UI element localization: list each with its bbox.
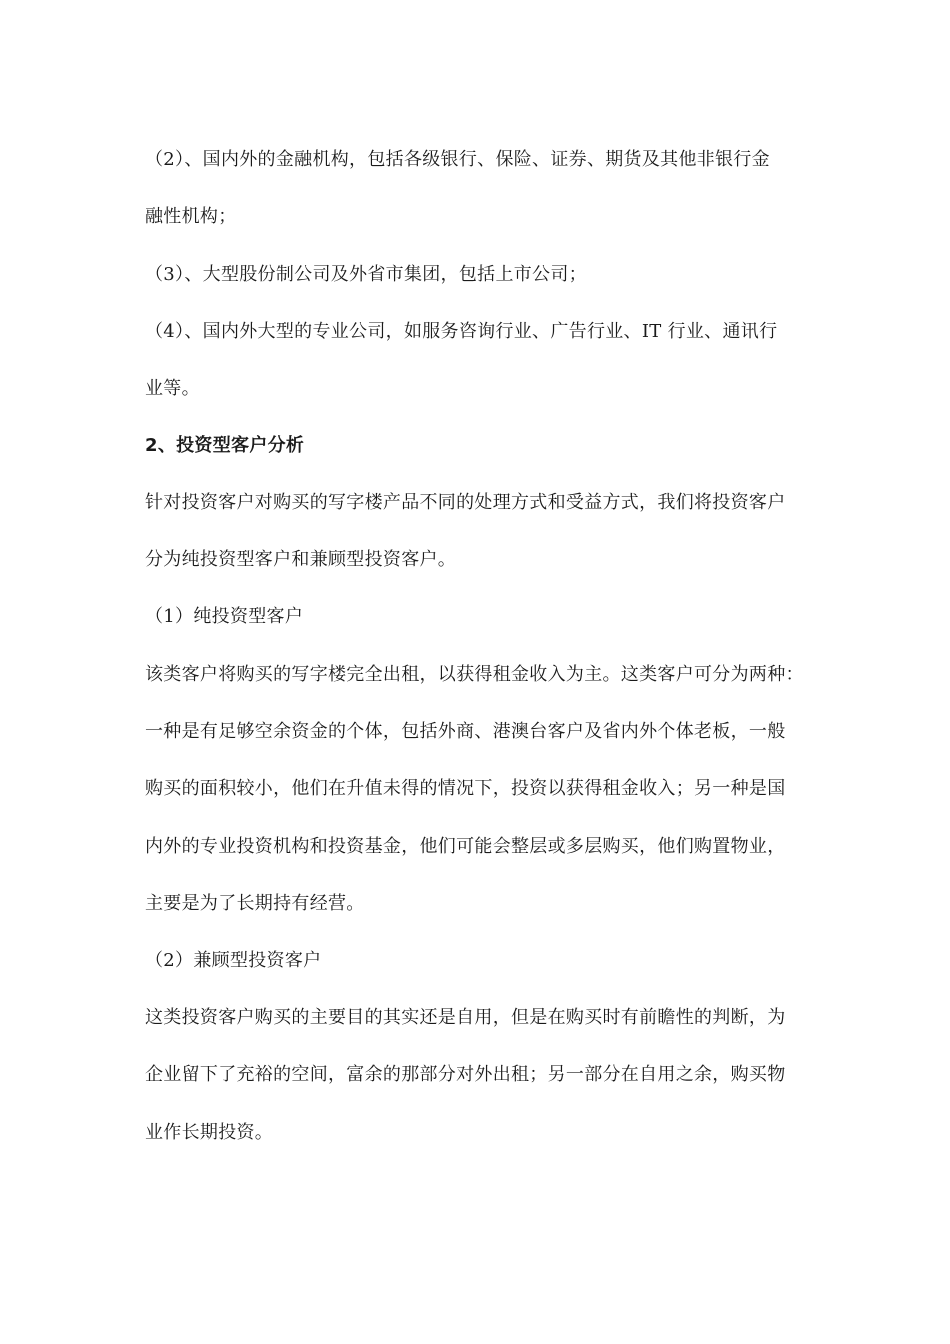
paragraph-line-pure-5: 主要是为了长期持有经营。 [145,893,365,914]
paragraph-line-professional-companies-cont: 业等。 [145,378,200,399]
paragraph-line-intro-cont: 分为纯投资型客户和兼顾型投资客户。 [145,549,457,570]
paragraph-line-combined-3: 业作长期投资。 [145,1122,274,1143]
subheading-pure-investment: （1）纯投资型客户 [145,606,304,627]
paragraph-line-combined-2: 企业留下了充裕的空间，富余的那部分对外出租；另一部分在自用之余，购买物 [145,1064,786,1085]
paragraph-line-combined-1: 这类投资客户购买的主要目的其实还是自用，但是在购买时有前瞻性的判断，为 [145,1007,786,1028]
paragraph-line-financial-institutions-cont: 融性机构； [145,206,237,227]
paragraph-line-pure-2: 一种是有足够空余资金的个体，包括外商、港澳台客户及省内外个体老板，一般 [145,721,786,742]
section-heading: 2、投资型客户分析 [145,435,305,456]
paragraph-line-large-corporations: （3）、大型股份制公司及外省市集团，包括上市公司； [145,264,587,285]
paragraph-line-financial-institutions: （2）、国内外的金融机构，包括各级银行、保险、证券、期货及其他非银行金 [145,149,770,170]
paragraph-line-pure-4: 内外的专业投资机构和投资基金，他们可能会整层或多层购买，他们购置物业， [145,836,786,857]
subheading-combined-investment: （2）兼顾型投资客户 [145,950,322,971]
paragraph-line-pure-1: 该类客户将购买的写字楼完全出租，以获得租金收入为主。这类客户可分为两种： [145,664,804,685]
paragraph-line-professional-companies: （4）、国内外大型的专业公司，如服务咨询行业、广告行业、IT 行业、通讯行 [145,321,778,342]
paragraph-line-pure-3: 购买的面积较小，他们在升值未得的情况下，投资以获得租金收入；另一种是国 [145,778,786,799]
paragraph-line-intro: 针对投资客户对购买的写字楼产品不同的处理方式和受益方式，我们将投资客户 [145,492,786,513]
